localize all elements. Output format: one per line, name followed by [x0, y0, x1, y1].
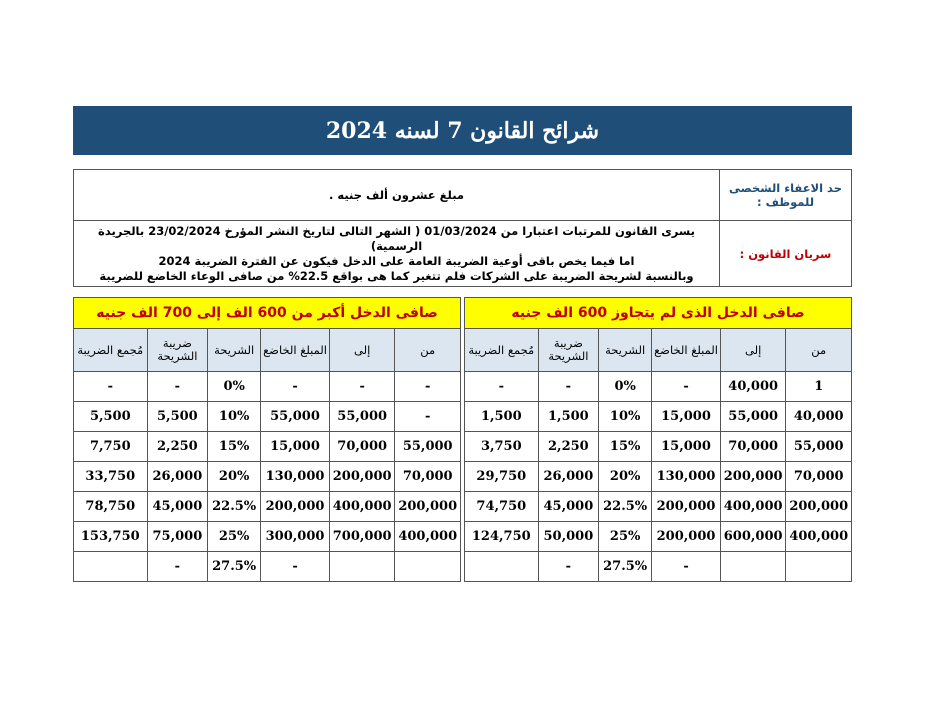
table-cell: 600,000: [720, 522, 786, 552]
table-cell: 50,000: [538, 522, 599, 552]
table-cell: 2,250: [538, 432, 599, 462]
effective-row: [74, 221, 852, 287]
table-cell: 5,500: [147, 402, 208, 432]
table-cell: -: [538, 372, 599, 402]
table-cell: 40,000: [786, 402, 852, 432]
table-cell: 15,000: [261, 432, 330, 462]
table-cell: 0%: [599, 372, 652, 402]
effective-line: يسرى القانون للمرتبات اعتبارا من 01/03/2024 ( الشهر التالى لتاريخ النشر المؤرخ 23/02/2024 بالجريدة الرسمية): [98, 223, 695, 253]
column-header: مُجمع الضريبة: [465, 329, 539, 372]
bracket-heading: صافى الدخل أكبر من 600 الف إلى 700 الف جنيه: [74, 298, 461, 329]
table-cell: 20%: [208, 462, 261, 492]
table-cell: 200,000: [652, 492, 721, 522]
exemption-label: حد الاعفاء الشخصى للموظف :: [720, 170, 852, 221]
table-cell: 153,750: [74, 522, 148, 552]
table-cell: 70,000: [395, 462, 461, 492]
table-cell: 45,000: [538, 492, 599, 522]
effective-label: سريان القانون :: [720, 221, 852, 287]
table-row: [465, 552, 852, 582]
bracket-heading-row: [74, 298, 461, 329]
table-cell: 200,000: [652, 522, 721, 552]
table-cell: 55,000: [329, 402, 395, 432]
table-cell: 55,000: [261, 402, 330, 432]
table-cell: 10%: [599, 402, 652, 432]
table-cell: 0%: [208, 372, 261, 402]
table-cell: 10%: [208, 402, 261, 432]
table-cell: 1,500: [538, 402, 599, 432]
table-cell: -: [538, 552, 599, 582]
table-row: [465, 372, 852, 402]
column-header: الشريحة: [208, 329, 261, 372]
table-row: [74, 462, 461, 492]
table-cell: 700,000: [329, 522, 395, 552]
exemption-row: [74, 170, 852, 221]
table-cell: 15%: [208, 432, 261, 462]
table-row: [74, 432, 461, 462]
table-cell: 26,000: [147, 462, 208, 492]
table-cell: 200,000: [395, 492, 461, 522]
table-cell: 5,500: [74, 402, 148, 432]
table-cell: 1,500: [465, 402, 539, 432]
table-cell: 130,000: [652, 462, 721, 492]
column-header: ضريبة الشريحة: [538, 329, 599, 372]
table-row: [465, 402, 852, 432]
table-cell: 200,000: [329, 462, 395, 492]
table-cell: 25%: [208, 522, 261, 552]
table-cell: [786, 552, 852, 582]
table-cell: [465, 552, 539, 582]
table-cell: -: [395, 402, 461, 432]
page-title: شرائح القانون 7 لسنه 2024: [73, 106, 852, 155]
table-cell: 15,000: [652, 402, 721, 432]
exemption-value: مبلغ عشرون ألف جنيه .: [74, 170, 720, 221]
table-row: [74, 402, 461, 432]
table-cell: -: [261, 552, 330, 582]
bracket-heading: صافى الدخل الذى لم يتجاوز 600 الف جنيه: [465, 298, 852, 329]
table-cell: 3,750: [465, 432, 539, 462]
table-cell: 25%: [599, 522, 652, 552]
bracket-table-up-to-600k: [464, 297, 852, 582]
table-cell: -: [147, 372, 208, 402]
table-cell: 15%: [599, 432, 652, 462]
table-cell: 200,000: [786, 492, 852, 522]
table-row: [74, 522, 461, 552]
table-cell: 400,000: [329, 492, 395, 522]
table-cell: 300,000: [261, 522, 330, 552]
table-cell: 2,250: [147, 432, 208, 462]
bracket-heading-row: [465, 298, 852, 329]
table-cell: -: [261, 372, 330, 402]
table-cell: 22.5%: [208, 492, 261, 522]
table-cell: 55,000: [786, 432, 852, 462]
effective-value: [74, 221, 720, 287]
table-row: [465, 432, 852, 462]
table-cell: 45,000: [147, 492, 208, 522]
table-cell: 124,750: [465, 522, 539, 552]
table-cell: 27.5%: [599, 552, 652, 582]
table-row: [74, 552, 461, 582]
table-row: [465, 522, 852, 552]
table-cell: 78,750: [74, 492, 148, 522]
law-info-table: [73, 169, 852, 287]
table-cell: 70,000: [329, 432, 395, 462]
table-cell: 33,750: [74, 462, 148, 492]
column-header: من: [395, 329, 461, 372]
table-cell: 400,000: [720, 492, 786, 522]
table-cell: 29,750: [465, 462, 539, 492]
column-header: المبلغ الخاضع: [652, 329, 721, 372]
table-cell: 15,000: [652, 432, 721, 462]
table-cell: [74, 552, 148, 582]
table-cell: -: [147, 552, 208, 582]
table-cell: -: [652, 552, 721, 582]
table-cell: -: [74, 372, 148, 402]
column-header: المبلغ الخاضع: [261, 329, 330, 372]
column-header-row: [74, 329, 461, 372]
column-header: مُجمع الضريبة: [74, 329, 148, 372]
table-cell: 130,000: [261, 462, 330, 492]
table-cell: 75,000: [147, 522, 208, 552]
table-row: [74, 372, 461, 402]
column-header: إلى: [329, 329, 395, 372]
column-header: الشريحة: [599, 329, 652, 372]
table-cell: 74,750: [465, 492, 539, 522]
table-row: [465, 462, 852, 492]
table-row: [74, 492, 461, 522]
effective-line: وبالنسبة لشريحة الضريبة على الشركات فلم تتغير كما هى بواقع 22.5% من صافى الوعاء الخاضع للضريبة: [99, 268, 694, 283]
table-cell: 22.5%: [599, 492, 652, 522]
table-cell: 55,000: [720, 402, 786, 432]
table-cell: 70,000: [786, 462, 852, 492]
table-cell: -: [395, 372, 461, 402]
table-cell: 20%: [599, 462, 652, 492]
effective-line: اما فيما يخص باقى أوعية الضريبة العامة على الدخل فيكون عن الفترة الضريبة 2024: [158, 253, 635, 268]
column-header-row: [465, 329, 852, 372]
table-row: [465, 492, 852, 522]
table-cell: 200,000: [261, 492, 330, 522]
column-header: ضريبة الشريحة: [147, 329, 208, 372]
table-cell: -: [652, 372, 721, 402]
table-cell: 200,000: [720, 462, 786, 492]
table-cell: 400,000: [395, 522, 461, 552]
table-cell: 27.5%: [208, 552, 261, 582]
table-cell: 55,000: [395, 432, 461, 462]
table-cell: -: [465, 372, 539, 402]
table-cell: [329, 552, 395, 582]
table-cell: 1: [786, 372, 852, 402]
table-cell: 70,000: [720, 432, 786, 462]
table-cell: 400,000: [786, 522, 852, 552]
table-cell: 40,000: [720, 372, 786, 402]
table-cell: [395, 552, 461, 582]
column-header: من: [786, 329, 852, 372]
column-header: إلى: [720, 329, 786, 372]
table-cell: [720, 552, 786, 582]
table-cell: 26,000: [538, 462, 599, 492]
table-cell: -: [329, 372, 395, 402]
table-cell: 7,750: [74, 432, 148, 462]
bracket-table-600k-to-700k: [73, 297, 461, 582]
